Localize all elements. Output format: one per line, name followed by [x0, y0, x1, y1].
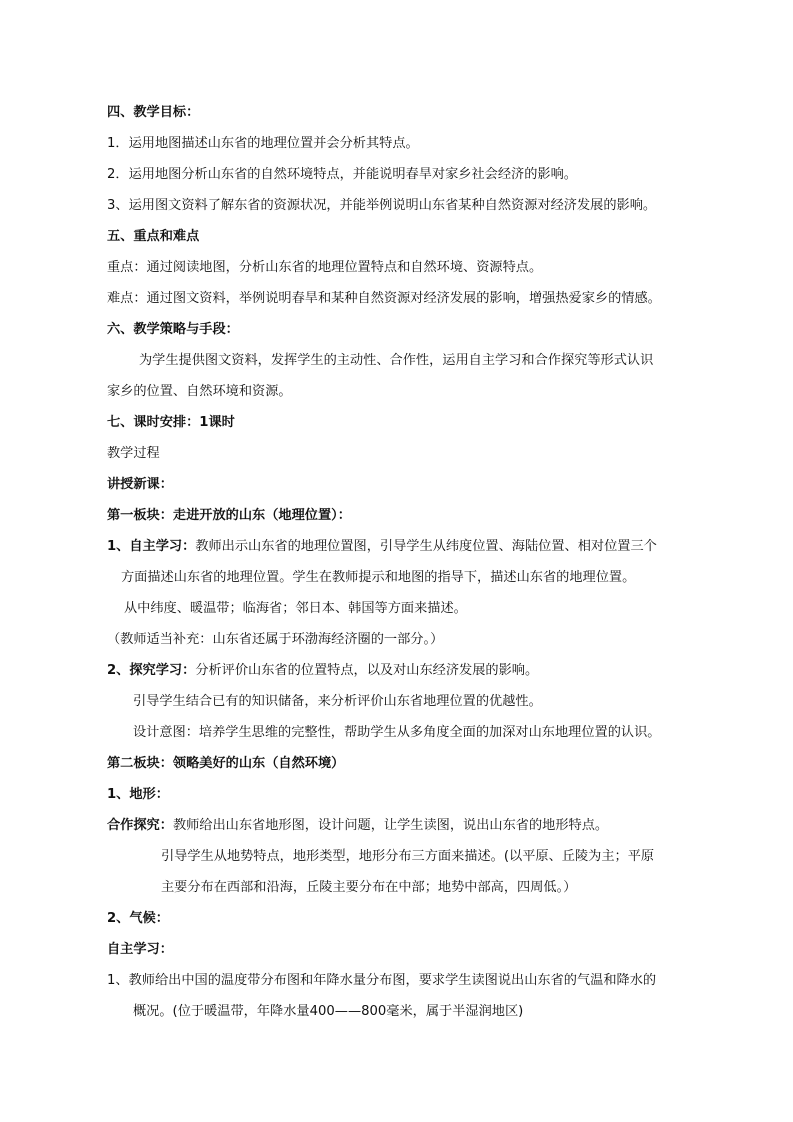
climate-item-1-line-1: 1、教师给出中国的温度带分布图和年降水量分布图，要求学生读图说出山东省的气温和降水的 — [107, 973, 657, 988]
difficult-point-text: 难点：通过图文资料，举例说明春旱和某种自然资源对经济发展的影响，增强热爱家乡的情感。 — [107, 291, 661, 306]
block-1-item-2-line-2: 引导学生结合已有的知识储备，来分析评价山东省地理位置的优越性。 — [133, 694, 542, 709]
climate-heading: 2、气候： — [107, 911, 169, 926]
block-1-item-1-line-2: 方面描述山东省的地理位置。学生在教师提示和地图的指导下，描述山东省的地理位置。 — [121, 570, 636, 585]
terrain-guidance-line-2: 主要分布在西部和沿海，丘陵主要分布在中部；地势中部高，四周低。） — [161, 880, 577, 895]
inquiry-study-label: 2、探究学习： — [107, 663, 196, 678]
goal-item-3: 3、运用图文资料了解东省的资源状况，并能举例说明山东省某种自然资源对经济发展的影响。 — [107, 198, 657, 213]
cooperative-inquiry-text: 教师给出山东省地形图，设计问题，让学生读图，说出山东省的地形特点。 — [172, 818, 609, 833]
climate-self-study-label: 自主学习： — [107, 942, 173, 957]
teaching-process-label: 教学过程 — [107, 446, 160, 461]
key-point-text: 重点：通过阅读地图，分析山东省的地理位置特点和自然环境、资源特点。 — [107, 260, 543, 275]
heading-strategy: 六、教学策略与手段： — [107, 322, 239, 337]
cooperative-inquiry-label: 合作探究： — [107, 818, 173, 833]
block-1-item-2-line-1 — [107, 662, 538, 680]
teacher-supplement: （教师适当补充：山东省还属于环渤海经济圈的一部分。） — [107, 632, 444, 647]
block-1-heading: 第一板块：走进开放的山东（地理位置）： — [107, 508, 351, 523]
heading-schedule: 七、课时安排：1课时 — [107, 415, 235, 430]
block-1-item-1-line-1 — [107, 538, 657, 556]
self-study-text: 教师出示山东省的地理位置图，引导学生从纬度位置、海陆位置、相对位置三个 — [195, 539, 657, 554]
heading-key-points: 五、重点和难点 — [107, 229, 200, 244]
terrain-heading: 1、地形： — [107, 787, 169, 802]
goal-item-1: 1．运用地图描述山东省的地理位置并会分析其特点。 — [107, 136, 419, 151]
climate-item-1-line-2: 概况。(位于暖温带，年降水量400——800毫米，属于半湿润地区) — [133, 1004, 524, 1019]
self-study-label: 1、自主学习： — [107, 539, 196, 554]
new-lesson-label: 讲授新课： — [107, 477, 173, 492]
cooperative-inquiry-line-1 — [107, 817, 608, 835]
design-intent: 设计意图：培养学生思维的完整性，帮助学生从多角度全面的加深对山东地理位置的认识。 — [133, 725, 661, 740]
inquiry-study-text: 分析评价山东省的位置特点，以及对山东经济发展的影响。 — [195, 663, 539, 678]
strategy-text-line-2: 家乡的位置、自然环境和资源。 — [107, 384, 292, 399]
strategy-text-line-1: 为学生提供图文资料，发挥学生的主动性、合作性，运用自主学习和合作探究等形式认识 — [139, 353, 654, 368]
block-1-item-1-line-3: 从中纬度、暖温带；临海省；邻日本、韩国等方面来描述。 — [124, 601, 467, 616]
terrain-guidance-line-1: 引导学生从地势特点，地形类型，地形分布三方面来描述。(以平原、丘陵为主；平原 — [161, 849, 655, 864]
goal-item-2: 2．运用地图分析山东省的自然环境特点，并能说明春旱对家乡社会经济的影响。 — [107, 167, 577, 182]
heading-teaching-goals: 四、教学目标： — [107, 105, 200, 120]
block-2-heading: 第二板块：领略美好的山东（自然环境） — [107, 756, 345, 771]
